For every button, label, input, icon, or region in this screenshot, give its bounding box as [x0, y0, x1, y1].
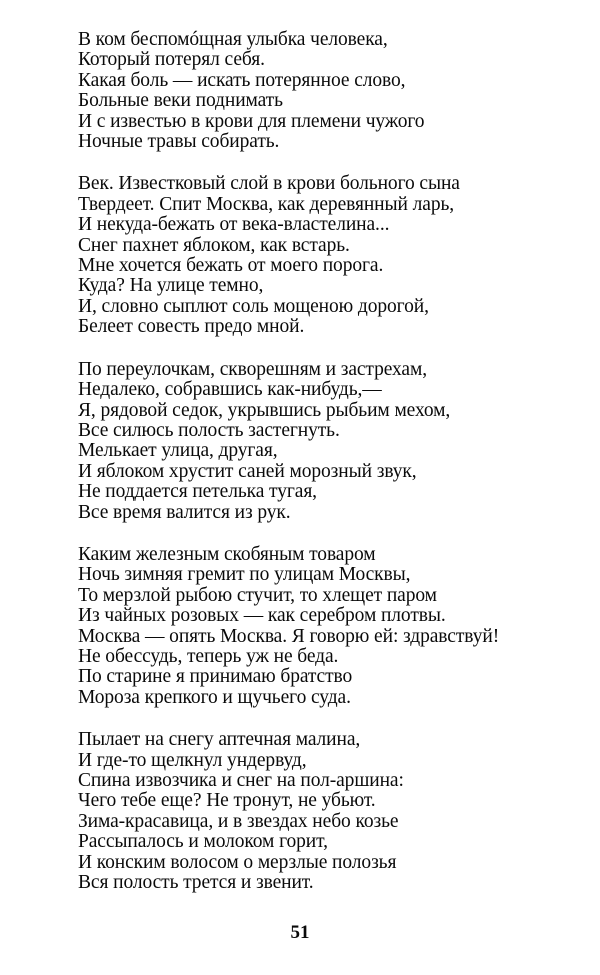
poem-line: Век. Известковый слой в крови больного сына: [78, 173, 460, 195]
poem-line: И где-то щелкнул ундервуд,: [78, 749, 307, 771]
poem-line: Который потерял себя.: [78, 49, 265, 71]
poem-line: Из чайных розовых — как серебром плотвы.: [78, 605, 446, 627]
poem-line: Не поддается петелька тугая,: [78, 481, 317, 503]
poem-line: Все время валится из рук.: [78, 501, 291, 523]
poem-line: Мороза крепкого и щучьего суда.: [78, 686, 351, 708]
poem-line: Каким железным скобяным товаром: [78, 543, 376, 565]
stanza-5: [78, 730, 578, 893]
poem-line: То мерзлой рыбою стучит, то хлещет паром: [78, 584, 437, 606]
poem-line: Все силюсь полость застегнуть.: [78, 419, 340, 441]
poem-line: Снег пахнет яблоком, как встарь.: [78, 234, 350, 256]
poem-line: Больные веки поднимать: [78, 90, 283, 112]
poem-line: И с известью в крови для племени чужого: [78, 110, 425, 132]
poem-line: По старине я принимаю братство: [78, 666, 353, 688]
poem-line: Рассыпалось и молоком горит,: [78, 831, 328, 853]
page-number: 51: [290, 922, 310, 943]
poem-line: Какая боль — искать потерянное слово,: [78, 69, 406, 91]
poem-line: Ночь зимняя гремит по улицам Москвы,: [78, 564, 411, 586]
poem-line: Недалеко, собравшись как-нибудь,—: [78, 379, 382, 401]
poem-line: Пылает на снегу аптечная малина,: [78, 729, 361, 751]
poem-line: И яблоком хрустит саней морозный звук,: [78, 460, 417, 482]
stanza-3: [78, 360, 578, 523]
stanza-2: [78, 174, 578, 337]
poem-line: И некуда-бежать от века-властелина...: [78, 214, 390, 236]
poem-line: Не обессудь, теперь уж не беда.: [78, 645, 339, 667]
poem-line: Мелькает улица, другая,: [78, 440, 278, 462]
poem-line: Я, рядовой седок, укрывшись рыбьим мехом,: [78, 399, 451, 421]
poem-line: Мне хочется бежать от моего порога.: [78, 255, 384, 277]
poem-line: Зима-красавица, и в звездах небо козье: [78, 810, 399, 832]
poem-line: Белеет совесть предо мной.: [78, 316, 305, 338]
poem-line: Твердеет. Спит Москва, как деревянный ларь,: [78, 193, 455, 215]
poem-line: Вся полость трется и звенит.: [78, 872, 314, 894]
poem-line: И конским волосом о мерзлые полозья: [78, 851, 397, 873]
stanza-1: [78, 30, 578, 152]
stanza-4: [78, 545, 578, 708]
poem-line: Москва — опять Москва. Я говорю ей: здравствуй!: [78, 625, 500, 647]
poem-line: Куда? На улице темно,: [78, 275, 264, 297]
poem-line: Спина извозчика и снег на пол-аршина:: [78, 770, 404, 791]
poem-text: [78, 30, 578, 893]
poem-line: По переулочкам, скворешням и застрехам,: [78, 358, 428, 380]
poem-line: Чего тебе еще? Не тронут, не убьют.: [78, 790, 376, 812]
poem-line: В ком беспомóщная улыбка человека,: [78, 29, 388, 50]
poem-line: Ночные травы собирать.: [78, 131, 280, 153]
poem-line: И, словно сыплют соль мощеною дорогой,: [78, 295, 429, 317]
